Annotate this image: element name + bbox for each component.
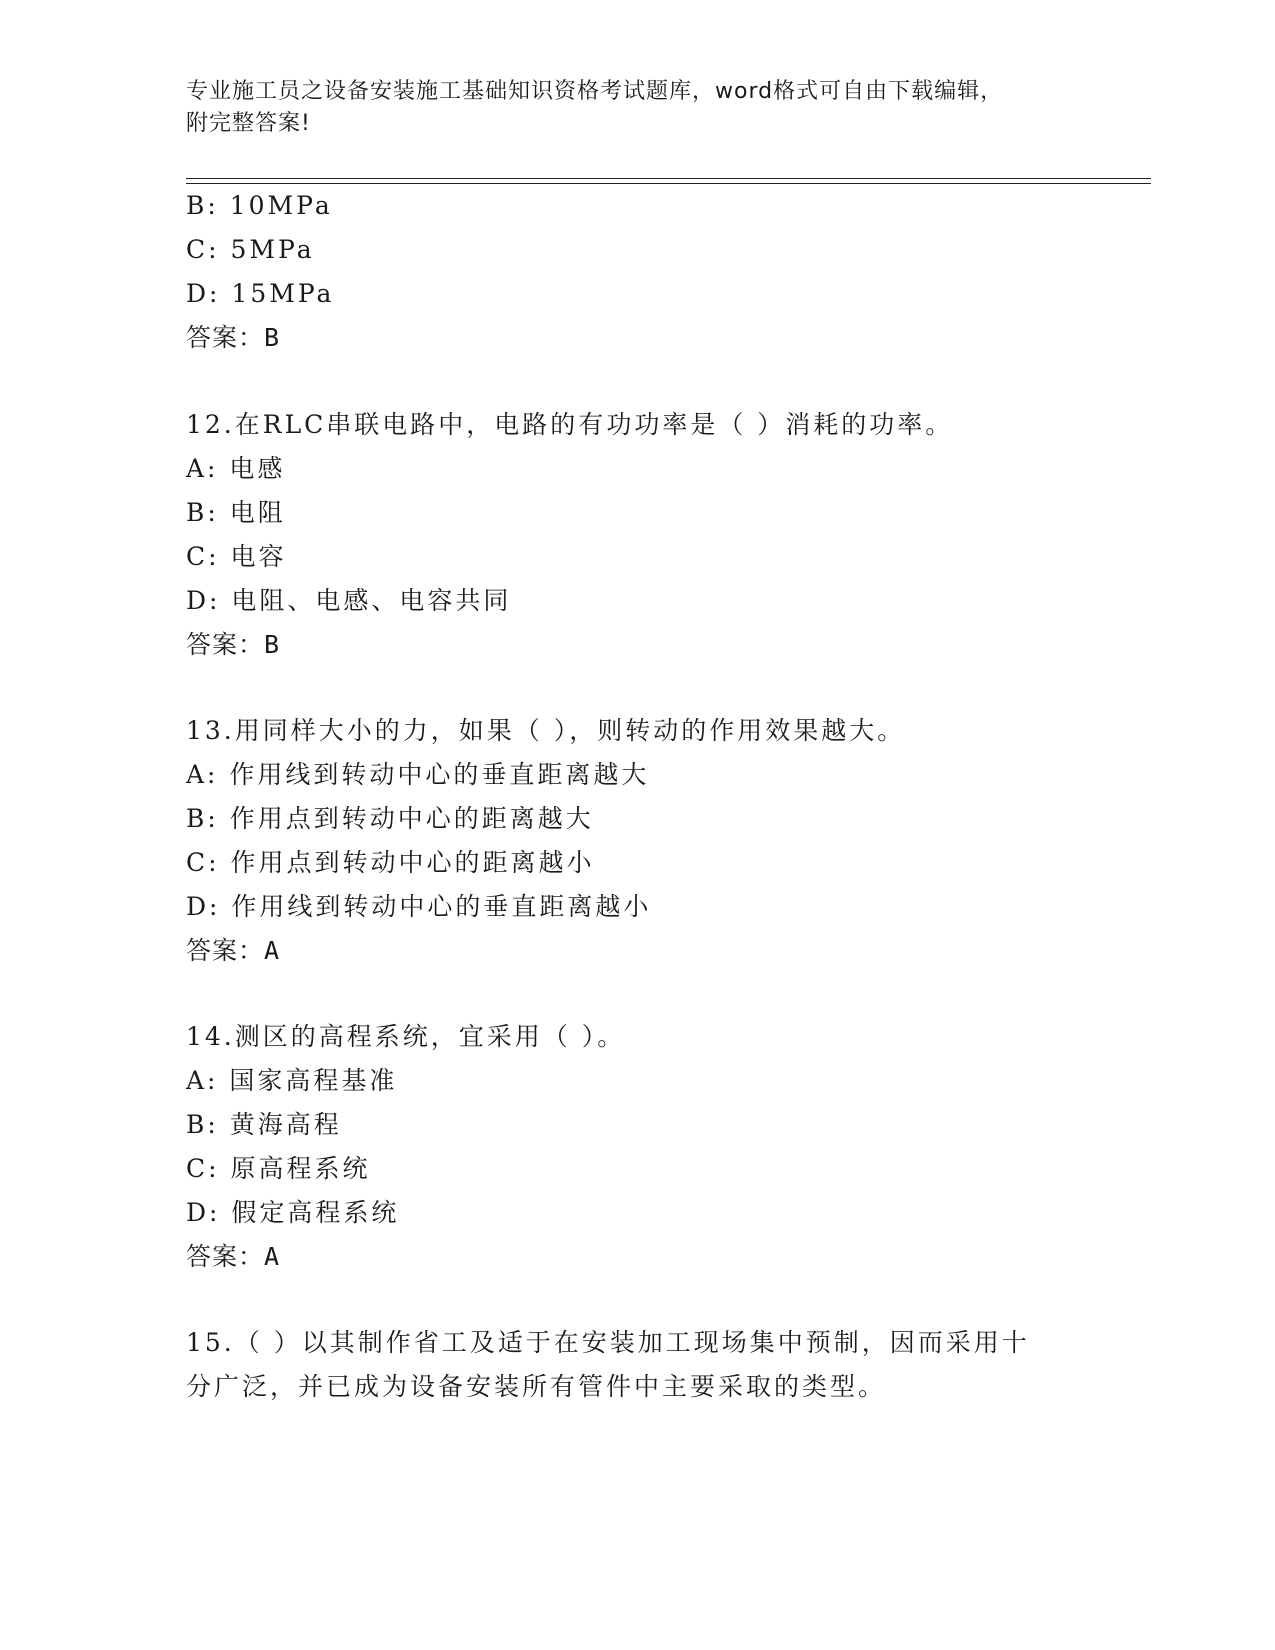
option-c: C: 原高程系统 [186, 1154, 371, 1183]
option-a: A: 国家高程基准 [186, 1066, 398, 1095]
header-divider-top [186, 178, 1151, 179]
answer-line [186, 323, 280, 353]
option-c: C: 作用点到转动中心的距离越小 [186, 848, 595, 877]
option-c: C: 5MPa [186, 235, 315, 264]
answer-value: A [264, 936, 281, 965]
option-a: A: 电感 [186, 454, 286, 483]
header-divider-bottom [186, 183, 1151, 184]
answer-value: B [264, 323, 281, 352]
answer-label: 答案： [186, 936, 265, 965]
option-b: B: 电阻 [186, 498, 286, 527]
option-b: B: 黄海高程 [186, 1110, 342, 1139]
option-d: D: 电阻、电感、电容共同 [186, 586, 512, 615]
option-b: B: 作用点到转动中心的距离越大 [186, 804, 594, 833]
option-d: D: 15MPa [186, 279, 335, 308]
question-stem-line-2: 分广泛，并已成为设备安装所有管件中主要采取的类型。 [186, 1372, 887, 1401]
answer-line [186, 936, 280, 966]
question-stem-line-1: 15.（ ）以其制作省工及适于在安装加工现场集中预制，因而采用十 [186, 1328, 1030, 1357]
option-d: D: 假定高程系统 [186, 1198, 400, 1227]
question-stem: 12.在RLC串联电路中，电路的有功功率是（ ）消耗的功率。 [186, 410, 954, 439]
option-c: C: 电容 [186, 542, 287, 571]
answer-label: 答案： [186, 1242, 265, 1271]
question-stem: 13.用同样大小的力，如果（ ），则转动的作用效果越大。 [186, 716, 906, 745]
answer-value: B [264, 630, 281, 659]
answer-line [186, 1242, 280, 1272]
answer-line [186, 630, 280, 660]
answer-label: 答案： [186, 630, 265, 659]
answer-label: 答案： [186, 323, 265, 352]
header-line-1: 专业施工员之设备安装施工基础知识资格考试题库，word格式可自由下载编辑， [186, 79, 1004, 104]
question-stem: 14.测区的高程系统，宜采用（ ）。 [186, 1022, 626, 1051]
option-d: D: 作用线到转动中心的垂直距离越小 [186, 892, 652, 921]
option-a: A: 作用线到转动中心的垂直距离越大 [186, 760, 650, 789]
document-header [186, 76, 1066, 140]
header-line-2: 附完整答案! [186, 111, 311, 136]
option-b: B: 10MPa [186, 191, 333, 220]
answer-value: A [264, 1242, 281, 1271]
